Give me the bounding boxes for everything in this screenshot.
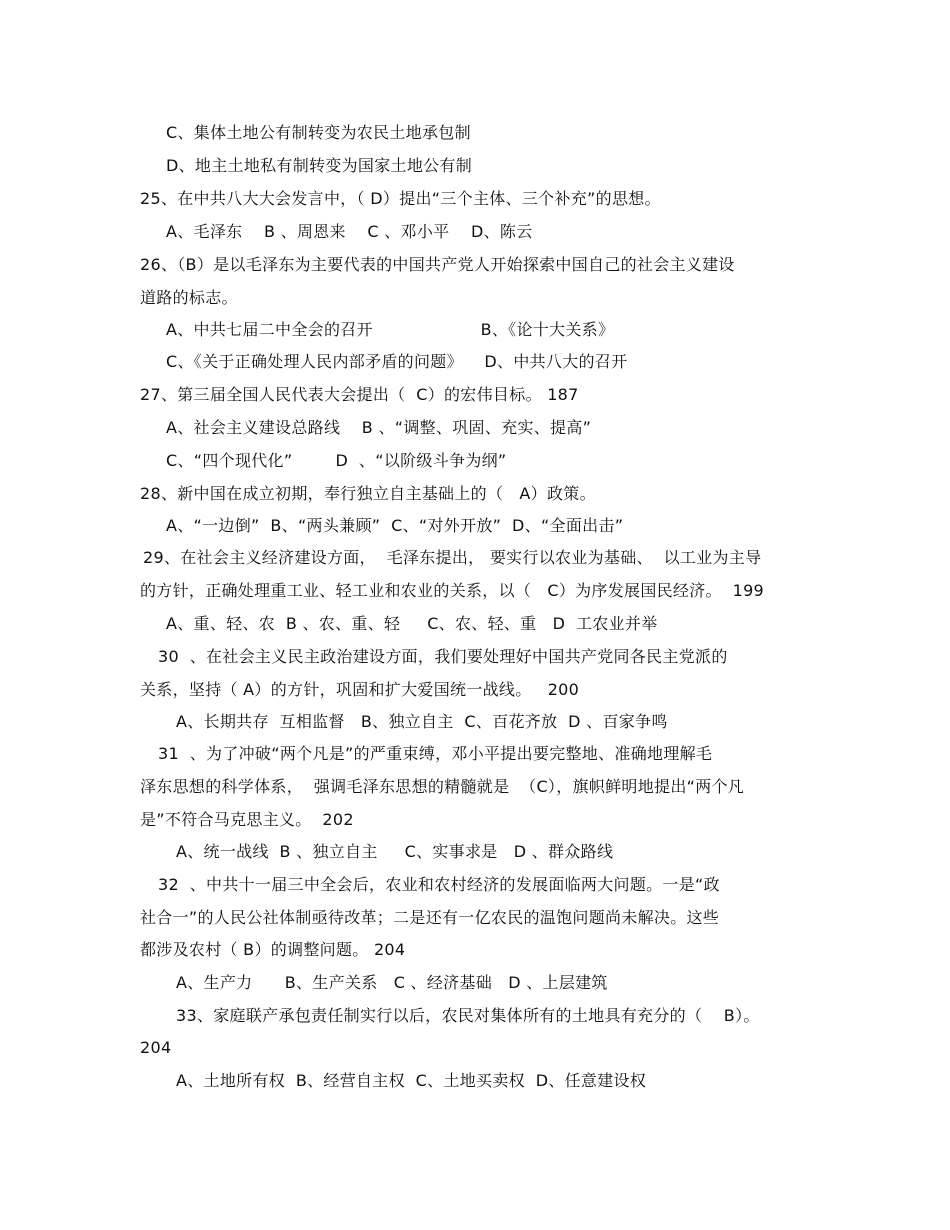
question-line: 28、新中国在成立初期，奉行独立自主基础上的（ A）政策。 (140, 484, 596, 503)
question-line: 32 、中共十一届三中全会后，农业和农村经济的发展面临两大问题。一是“政 (158, 875, 720, 894)
option-line: A、统一战线 B 、独立自主 C、实事求是 D 、群众路线 (176, 842, 614, 861)
question-line: 31 、为了冲破“两个凡是”的严重束缚，邓小平提出要完整地、准确地理解毛 (158, 744, 713, 763)
question-line: 是”不符合马克思主义。 202 (140, 810, 354, 829)
option-line: A、社会主义建设总路线 B 、“调整、巩固、充实、提高” (166, 418, 592, 437)
question-line: 泽东思想的科学体系， 强调毛泽东思想的精髓就是 （C），旗帜鲜明地提出“两个凡 (140, 777, 745, 796)
option-line: C、“四个现代化” D 、“以阶级斗争为纲” (166, 451, 507, 470)
question-line: 26、（B）是以毛泽东为主要代表的中国共产党人开始探索中国自己的社会主义建设 (140, 255, 735, 274)
question-line: 204 (140, 1038, 172, 1057)
option-line: A、土地所有权 B、经营自主权 C、土地买卖权 D、任意建设权 (176, 1071, 647, 1090)
question-line: 都涉及农村（ B）的调整问题。 204 (140, 940, 406, 959)
option-line: D、地主土地私有制转变为国家土地公有制 (166, 156, 473, 175)
question-line: 的方针，正确处理重工业、轻工业和农业的关系，以（ C）为序发展国民经济。 199 (140, 581, 765, 600)
question-line: 27、第三届全国人民代表大会提出（ C）的宏伟目标。 187 (140, 385, 579, 404)
option-line: A、“一边倒” B、“两头兼顾” C、“对外开放” D、“全面出击” (166, 516, 624, 535)
option-line: A、生产力 B、生产关系 C 、经济基础 D 、上层建筑 (176, 973, 608, 992)
question-line: 道路的标志。 (140, 288, 238, 307)
question-line: 25、在中共八大大会发言中，（ D）提出“三个主体、三个补充”的思想。 (140, 189, 661, 208)
option-line: C、《关于正确处理人民内部矛盾的问题》 D、中共八大的召开 (166, 352, 628, 371)
option-line: A、重、轻、农 B 、农、重、轻 C、农、轻、重 D 工农业并举 (166, 614, 658, 633)
question-line: 社合一”的人民公社体制亟待改革；二是还有一亿农民的温饱问题尚未解决。这些 (140, 908, 720, 927)
option-line: A、毛泽东 B 、周恩来 C 、邓小平 D、陈云 (166, 222, 533, 241)
question-line: 29、在社会主义经济建设方面， 毛泽东提出， 要实行以农业为基础、 以工业为主导 (143, 548, 762, 567)
option-line: A、中共七届二中全会的召开 B、《论十大关系》 (166, 320, 615, 339)
option-line: A、长期共存 互相监督 B、独立自主 C、百花齐放 D 、百家争鸣 (176, 712, 668, 731)
question-line: 关系，坚持（ A）的方针，巩固和扩大爱国统一战线。 200 (140, 680, 580, 699)
option-line: C、集体土地公有制转变为农民土地承包制 (166, 123, 471, 142)
question-line: 30 、在社会主义民主政治建设方面，我们要处理好中国共产党同各民主党派的 (158, 647, 728, 666)
question-line: 33、家庭联产承包责任制实行以后，农民对集体所有的土地具有充分的（ B）。 (176, 1006, 760, 1025)
